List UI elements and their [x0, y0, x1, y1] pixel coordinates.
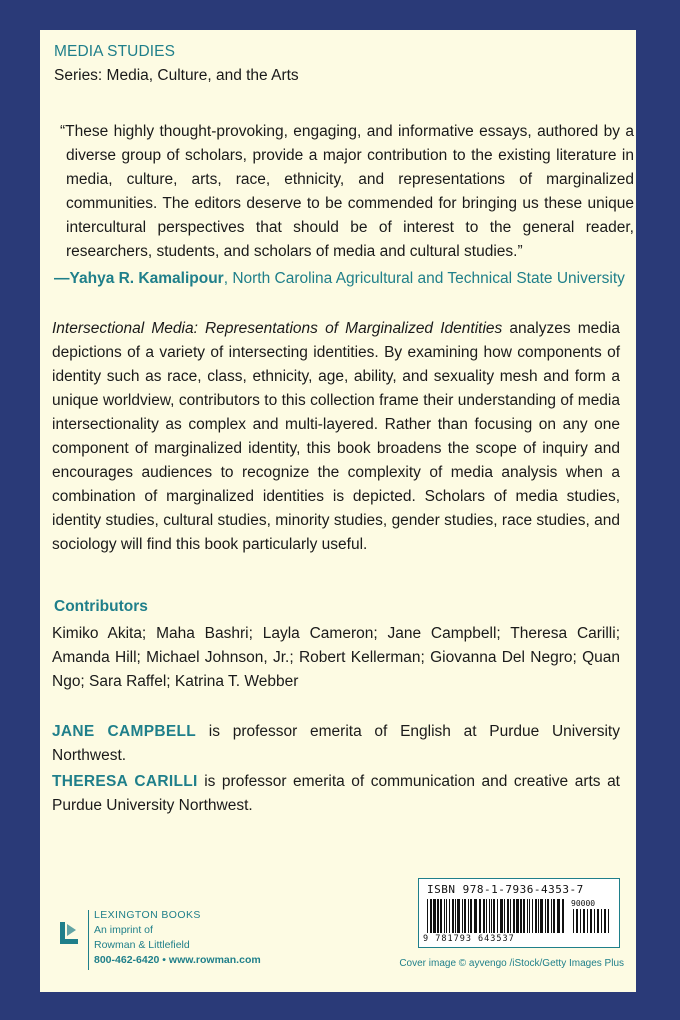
description-body: analyzes media depictions of a variety of intersecting identities. By examining how components of identity such as race, class, ethnicity, age, ability, and sexuality mesh and form a unique worldview, contributors to this collection frame their understanding of media intersectionality as complex and multi-layered. Rather than focusing on any one component of marginalized identity, this book broadens the scope of inquiry and encourages audiences to recognize the complexity of media analysis when a combination of marginalized identities is depicted. Scholars of media studies, identity studies, cultural studies, minority studies, gender studies, race studies, and sociology will find this book particularly useful.: [52, 320, 620, 553]
publisher-parent: Rowman & Littlefield: [94, 939, 190, 951]
addon-bar: [587, 909, 588, 933]
addon-bar: [601, 909, 602, 933]
publisher-divider: [88, 910, 89, 970]
barcode-bar: [470, 899, 472, 933]
editor-bio-text-2: is professor emerita of communication and creative arts at Purdue University Northwest.: [52, 773, 620, 814]
barcode-bar: [513, 899, 515, 933]
barcode-bar: [545, 899, 546, 933]
barcode-bar: [433, 899, 436, 933]
cover-image-credit: Cover image © ayvengo /iStock/Getty Images Plus: [399, 958, 624, 969]
barcode-bar: [553, 899, 555, 933]
addon-bar: [608, 909, 609, 933]
barcode-bar: [474, 899, 477, 933]
endorsement-attribution: [54, 267, 625, 291]
addon-bar: [597, 909, 599, 933]
isbn-barcode: [418, 878, 620, 948]
barcode-digits: 9 781793 643537: [423, 934, 515, 944]
barcode-bar: [479, 899, 481, 933]
barcode-bar: [520, 899, 522, 933]
barcode-bar: [449, 899, 450, 933]
addon-bar: [583, 909, 585, 933]
barcode-bar: [547, 899, 549, 933]
addon-bar: [590, 909, 592, 933]
barcode-bar: [523, 899, 525, 933]
isbn-number: ISBN 978-1-7936-4353-7: [427, 883, 584, 896]
barcode-bar: [430, 899, 432, 933]
endorsement-affiliation: , North Carolina Agricultural and Technical State University: [223, 270, 625, 287]
contributors-list: Kimiko Akita; Maha Bashri; Layla Cameron; Jane Campbell; Theresa Carilli; Amanda Hill; Michael Johnson, Jr.; Robert Kellerman; Giovanna Del Negro; Quan Ngo; Sara Raffel; Katrina T. Webber: [52, 625, 620, 690]
barcode-bar: [483, 899, 485, 933]
barcode-bar: [551, 899, 552, 933]
editor-name-1: JANE CAMPBELL: [52, 723, 197, 740]
addon-bar: [576, 909, 578, 933]
addon-bar: [580, 909, 581, 933]
barcode-bar: [532, 899, 533, 933]
barcode-bar: [455, 899, 456, 933]
barcode-bar: [527, 899, 528, 933]
barcode-bar: [440, 899, 442, 933]
publisher-imprint: An imprint of: [94, 924, 153, 936]
barcode-bar: [444, 899, 445, 933]
endorsement-dash: —: [54, 270, 70, 287]
publisher-contact: 800-462-6420 • www.rowman.com: [94, 954, 261, 966]
barcode-bar: [464, 899, 466, 933]
barcode-addon: 90000: [571, 899, 596, 908]
barcode-bar: [457, 899, 460, 933]
barcode-bar: [446, 899, 447, 933]
editor-bio-text-1: is professor emerita of English at Purdue University Northwest.: [52, 723, 620, 764]
book-description: [52, 317, 620, 557]
barcode-bar: [491, 899, 492, 933]
editor-bio-2: [52, 770, 620, 818]
publisher-name: LEXINGTON BOOKS: [94, 909, 201, 921]
barcode-bar: [535, 899, 537, 933]
barcode-bar: [562, 899, 564, 933]
barcode-bar: [493, 899, 495, 933]
barcode-bar: [486, 899, 487, 933]
barcode-bar: [500, 899, 503, 933]
series-label: Series: Media, Culture, and the Arts: [54, 67, 299, 84]
barcode-bar: [540, 899, 543, 933]
content-panel: [40, 30, 636, 992]
barcode-bar: [557, 899, 560, 933]
endorsement-author: Yahya R. Kamalipour: [69, 270, 224, 287]
addon-bar: [594, 909, 595, 933]
book-title: Intersectional Media: Representations of Marginalized Identities: [52, 320, 503, 337]
barcode-bar: [462, 899, 463, 933]
barcode-bar: [497, 899, 498, 933]
addon-bar: [604, 909, 606, 933]
barcode-bar: [437, 899, 439, 933]
endorsement-quote: “These highly thought-provoking, engaging, and informative essays, authored by a diverse group of scholars, provide a major contribution to the existing literature in media, culture, arts, race, ethnicity, and representations of marginalized communities. The editors deserve to be commended for bringing us these unique intercultural perspectives that should be of interest to the general reader, researchers, students, and scholars of media and cultural studies.”: [60, 123, 634, 260]
barcode-bar: [468, 899, 469, 933]
barcode-bar: [510, 899, 511, 933]
barcode-bar: [504, 899, 505, 933]
editor-name-2: THERESA CARILLI: [52, 773, 198, 790]
addon-bar: [573, 909, 574, 933]
lexington-logo-icon: [58, 920, 80, 948]
barcode-bar: [538, 899, 539, 933]
category-label: MEDIA STUDIES: [54, 43, 176, 60]
barcode-bar: [507, 899, 509, 933]
barcode-bar: [452, 899, 454, 933]
contributors-heading: Contributors: [54, 598, 148, 615]
barcode-bar: [529, 899, 530, 933]
barcode-bar: [427, 899, 428, 933]
editor-bio-1: [52, 720, 620, 768]
publisher-info: [94, 908, 314, 968]
barcode-bar: [489, 899, 490, 933]
barcode-bar: [516, 899, 519, 933]
